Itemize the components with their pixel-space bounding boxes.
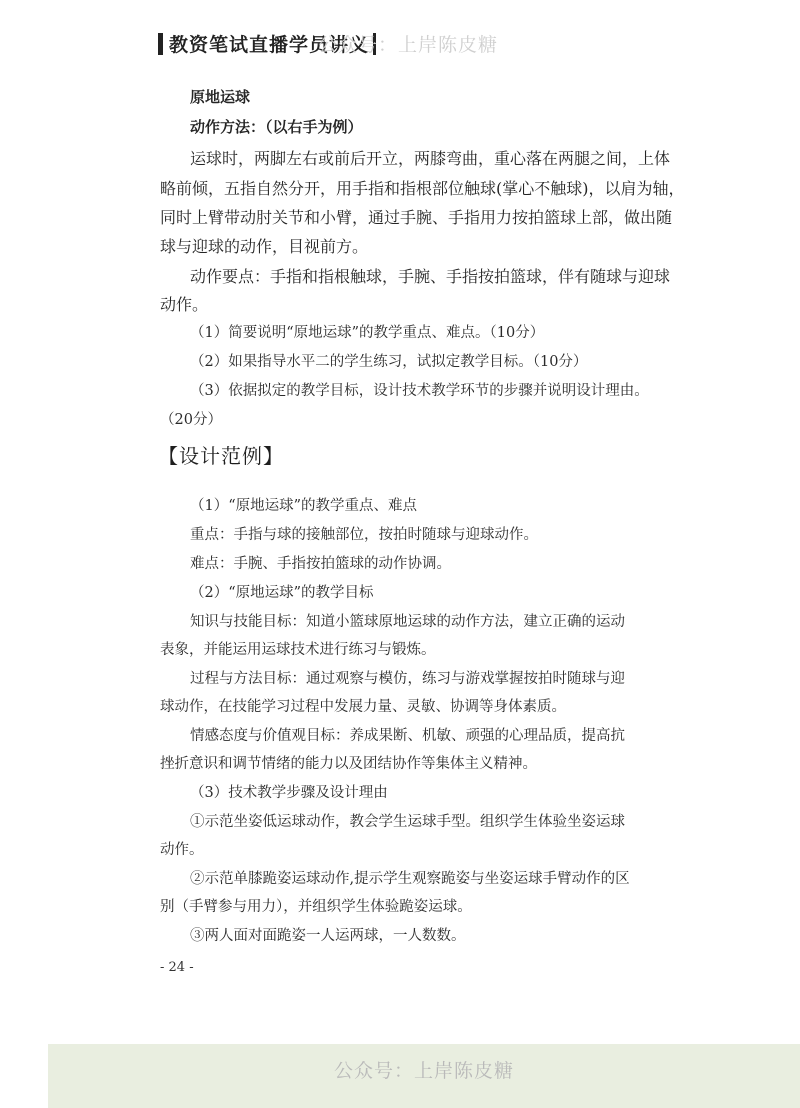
question-item: （2）如果指导水平二的学生练习，试拟定教学目标。（10分） <box>190 354 588 370</box>
desc-line: 同时上臂带动肘关节和小臂，通过手腕、手指用力按拍篮球上部，做出随 <box>160 208 673 227</box>
points-line: 动作要点：手指和指根触球，手腕、手指按拍篮球，伴有随球与迎球 <box>190 267 671 286</box>
design-line: （3）技术教学步骤及设计理由 <box>190 785 388 801</box>
section-heading: 原地运球 <box>190 88 251 106</box>
design-line: （2）“原地运球”的教学目标 <box>190 585 374 601</box>
question-item: （3）依据拟定的教学目标，设计技术教学环节的步骤并说明设计理由。 <box>190 383 649 399</box>
design-line: 动作。 <box>160 842 204 858</box>
question-item: （20分） <box>160 412 222 428</box>
design-line: 挫折意识和调节情绪的能力以及团结协作等集体主义精神。 <box>160 756 537 772</box>
design-line: （1）“原地运球”的教学重点、难点 <box>190 498 418 514</box>
design-line: 知识与技能目标：知道小篮球原地运球的动作方法，建立正确的运动 <box>190 614 625 630</box>
points-line: 动作。 <box>160 295 209 314</box>
design-line: 情感态度与价值观目标：养成果断、机敏、顽强的心理品质，提高抗 <box>190 728 625 744</box>
page-number: - 24 - <box>160 960 194 975</box>
header-title: 教资笔试直播学员讲义 <box>169 34 370 56</box>
design-line: 表象，并能运用运球技术进行练习与锻炼。 <box>160 642 436 658</box>
desc-line: 球与迎球的动作，目视前方。 <box>160 237 369 256</box>
design-title: 【设计范例】 <box>158 444 284 468</box>
footer-watermark: 公众号：上岸陈皮糖 <box>333 1060 514 1082</box>
header-watermark: 公众号：上岸陈皮糖 <box>318 34 499 56</box>
design-line: 难点：手腕、手指按拍篮球的动作协调。 <box>190 556 451 572</box>
design-line: 球动作，在技能学习过程中发展力量、灵敏、协调等身体素质。 <box>160 699 566 715</box>
design-line: 重点：手指与球的接触部位，按拍时随球与迎球动作。 <box>190 527 538 543</box>
design-line: ③两人面对面跪姿一人运两球，一人数数。 <box>190 928 466 944</box>
desc-line: 运球时，两脚左右或前后开立，两膝弯曲，重心落在两腿之间，上体 <box>190 149 671 168</box>
method-label: 动作方法：（以右手为例） <box>190 118 363 136</box>
design-line: ②示范单膝跪姿运球动作,提示学生观察跪姿与坐姿运球手臂动作的区 <box>190 871 630 887</box>
question-item: （1）简要说明“原地运球”的教学重点、难点。（10分） <box>190 325 545 341</box>
desc-line: 略前倾，五指自然分开，用手指和指根部位触球(掌心不触球)，以肩为轴， <box>160 179 685 198</box>
header-bar-icon <box>158 33 163 55</box>
design-line: ①示范坐姿低运球动作，教会学生运球手型。组织学生体验坐姿运球 <box>190 814 625 830</box>
design-line: 别（手臂参与用力），并组织学生体验跪姿运球。 <box>160 899 472 915</box>
footer-band <box>48 1044 800 1108</box>
design-line: 过程与方法目标：通过观察与模仿，练习与游戏掌握按拍时随球与迎 <box>190 671 625 687</box>
